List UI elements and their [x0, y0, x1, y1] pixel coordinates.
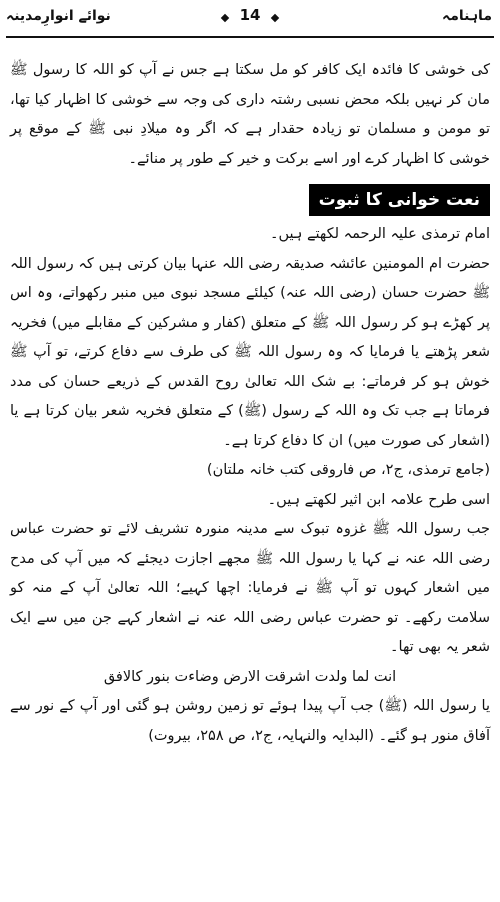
- hadith-paragraph: حضرت ام المومنین عائشہ صدیقہ رضی اللہ عنہا بیان کرتی ہیں کہ رسول اللہ ﷺ حضرت حسان (رضی اللہ عنہ) کیلئے مسجد نبوی میں منبر رکھواتے، وہ اس پر کھڑے ہو کر رسول اللہ ﷺ کے متعلق (کفار و مشرکین کے مقابلے میں) فخریہ شعر پڑھتے یا فرمایا کہ وہ رسول اللہ ﷺ کی طرف سے دفاع کرتے، تو آپ ﷺ خوش ہو کر فرماتے: بے شک اللہ تعالیٰ روح القدس کے ذریعے حسان کی مدد فرماتا ہے جب تک وہ اللہ کے رسول (ﷺ) کے متعلق فخریہ شعر بیان کرتا ہے یا (اشعار کی صورت میں) ان کا دفاع کرتا ہے۔: [10, 255, 490, 449]
- article-body: [10, 56, 490, 751]
- section-heading: نعت خوانی کا ثبوت: [309, 184, 490, 216]
- header-divider: [6, 36, 494, 38]
- hadith-paragraph-2: جب رسول اللہ ﷺ غزوہ تبوک سے مدینہ منورہ تشریف لائے تو حضرت عباس رضی اللہ عنہ نے کہا یا رسول اللہ ﷺ مجھے اجازت دیجئے کہ میں آپ کی مدح میں اشعار کہوں تو آپ ﷺ نے فرمایا: اچھا کہیے؛ اللہ تعالیٰ آپ کے منہ کو سلامت رکھے۔ تو حضرت عباس رضی اللہ عنہ نے اشعار کہے جن میں سے ایک شعر یہ بھی تھا۔: [10, 521, 490, 655]
- intro-line-2: اسی طرح علامہ ابن اثیر لکھتے ہیں۔: [267, 491, 490, 508]
- section-heading-wrap: [10, 184, 490, 218]
- page-header: [0, 0, 500, 40]
- translation: یا رسول اللہ (ﷺ) جب آپ پیدا ہوئے تو زمین روشن ہو گئی اور آپ کے نور سے آفاق منور ہو گئے۔ (البدایہ والنہایہ، ج۲، ص ۲۵۸، بیروت): [10, 698, 490, 744]
- header-title: نوائے انوارِمدینہ: [6, 8, 111, 24]
- paragraph: کی خوشی کا فائدہ ایک کافر کو مل سکتا ہے جس نے آپ کو اللہ کا رسول ﷺ مان کر نہیں بلکہ محض نسبی رشتہ داری کی وجہ سے خوشی کا اظہار کیا تھا، تو مومن و مسلمان تو زیادہ حقدار ہے کہ اگر وہ میلادِ نبی ﷺ کے موقع پر خوشی کا اظہار کرے اور اسے برکت و خیر کے طور پر منائے۔: [10, 62, 490, 167]
- intro-line: امام ترمذی علیہ الرحمہ لکھتے ہیں۔: [270, 226, 490, 242]
- reference: (جامع ترمذی، ج۲، ص فاروقی کتب خانہ ملتان): [206, 462, 490, 478]
- poem-verse: انت لما ولدت اشرقت الارض وضاءت بنور کالافق: [103, 668, 397, 685]
- header-magazine: ماہنامہ: [442, 8, 492, 24]
- page-number: 14: [222, 6, 278, 26]
